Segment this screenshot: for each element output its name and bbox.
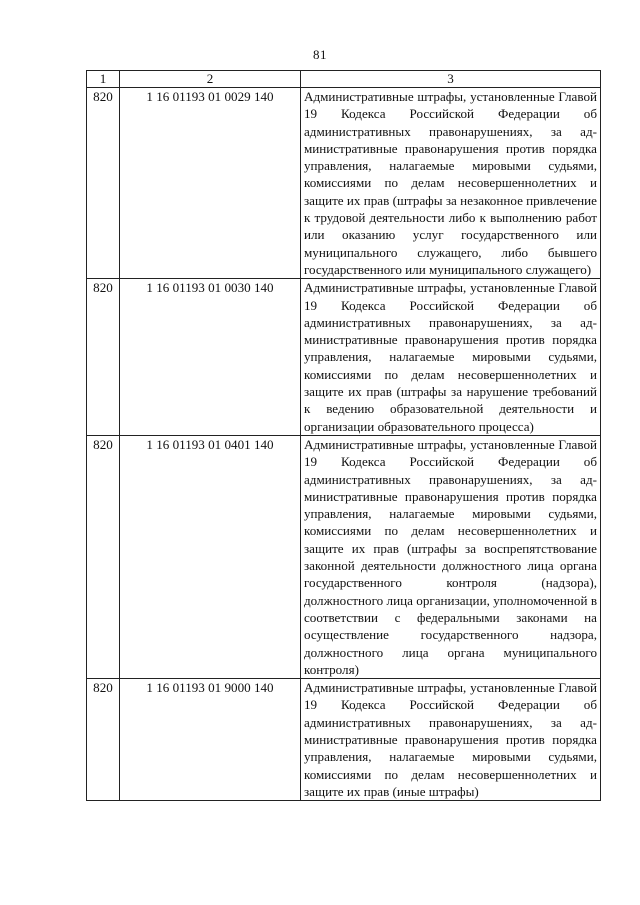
budget-code-cell: 1 16 01193 01 0401 140: [120, 435, 301, 678]
column-header-3: 3: [301, 71, 601, 88]
table-row: [87, 279, 601, 436]
budget-code-table: [86, 70, 601, 801]
page-number: 81: [313, 47, 327, 62]
description-cell: Административные штрафы, установленные Главой 19 Кодекса Российской Федерации об административных правонарушениях, за административные правонарушения против порядка управления, налагаемые мировыми судьями, комиссиями по делам несовершеннолетних и защите их прав (штрафы за воспрепятствование законной деятельности должностного лица органа государственного контроля (надзора), должностного лица организации, уполномоченной в соответствии с федеральными законами на осуществление государственного надзора, должностного лица органа муниципального контроля): [301, 435, 601, 678]
budget-code-cell: 1 16 01193 01 9000 140: [120, 679, 301, 801]
admin-code-cell: 820: [87, 679, 120, 801]
column-header-1: 1: [87, 71, 120, 88]
admin-code-cell: 820: [87, 88, 120, 279]
budget-code-cell: 1 16 01193 01 0030 140: [120, 279, 301, 436]
budget-code-cell: 1 16 01193 01 0029 140: [120, 88, 301, 279]
table-row: [87, 435, 601, 678]
description-cell: Административные штрафы, установленные Главой 19 Кодекса Российской Федерации об административных правонарушениях, за административные правонарушения против порядка управления, налагаемые мировыми судьями, комиссиями по делам несовершеннолетних и защите их прав (штрафы за незаконное привлечение к трудовой деятельности либо к выполнению работ или оказанию услуг государственного или муниципального служащего, либо бывшего государственного или муниципального служащего): [301, 88, 601, 279]
table-header-row: [87, 71, 601, 88]
table-row: [87, 88, 601, 279]
table-row: [87, 679, 601, 801]
description-cell: Административные штрафы, установленные Главой 19 Кодекса Российской Федерации об административных правонарушениях, за административные правонарушения против порядка управления, налагаемые мировыми судьями, комиссиями по делам несовершеннолетних и защите их прав (штрафы за нарушение требований к ведению образовательной деятельности и организации образовательного процесса): [301, 279, 601, 436]
admin-code-cell: 820: [87, 279, 120, 436]
description-cell: Административные штрафы, установленные Главой 19 Кодекса Российской Федерации об административных правонарушениях, за административные правонарушения против порядка управления, налагаемые мировыми судьями, комиссиями по делам несовершеннолетних и защите их прав (иные штрафы): [301, 679, 601, 801]
column-header-2: 2: [120, 71, 301, 88]
admin-code-cell: 820: [87, 435, 120, 678]
